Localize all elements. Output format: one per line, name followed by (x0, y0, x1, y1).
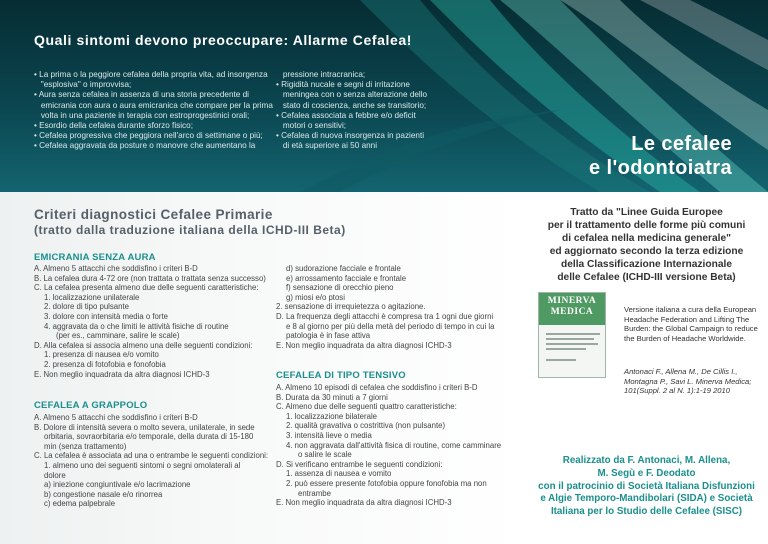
grappolo-criteria-list-continued (276, 264, 494, 350)
credits-block (525, 455, 768, 519)
journal-masthead-line-2: MEDICA (550, 307, 594, 317)
symptom-item: emicrania con aura o aura emicranica che compare per la prima (34, 100, 273, 110)
criterion-item: B. Dolore di intensità severa o molto severa, unilaterale, in sede (34, 422, 255, 432)
guideline-line: per il trattamento delle forme più comuni (547, 220, 746, 231)
guideline-line: delle Cefalee (ICHD-III versione Beta) (557, 272, 736, 283)
guideline-line: ed aggiornato secondo la terza edizione (549, 246, 744, 257)
criterion-item: f) sensazione di orecchio pieno (286, 283, 394, 293)
guideline-source (525, 206, 768, 284)
symptom-item: • Rigidità nucale e segni di irritazione (276, 80, 410, 90)
authors-citation: Antonaci F., Allena M., De Cillis I., Montagna P., Savi L. Minerva Medica; 101(Suppl. 2 al N. 1):1-19 2010 (624, 367, 752, 395)
guideline-line: di cefalea nella medicina generale" (561, 233, 732, 244)
criterion-item: A. Almeno 10 episodi di cefalea che soddisfino i criteri B-D (276, 383, 478, 392)
warning-title: Quali sintomi devono preoccupare: Allarme Cefalea! (34, 32, 413, 48)
criterion-item: entrambe (298, 488, 331, 498)
symptom-item: • Cefalea associata a febbre e/o deficit (276, 110, 416, 120)
section-heading-emicrania: EMICRANIA SENZA AURA (34, 252, 156, 263)
symptom-item: • Esordio della cefalea durante sforzo fisico; (34, 121, 193, 131)
cover-text-line (546, 338, 594, 340)
criterion-item: o salire le scale (298, 450, 352, 460)
symptoms-list-right (276, 70, 428, 152)
header-banner (0, 0, 768, 192)
criterion-item: D. Si verificano entrambe le seguenti condizioni: (276, 459, 443, 469)
criterion-item: 2. può essere presente fotofobia oppure fonofobia ma non (286, 478, 487, 488)
criteria-panel (0, 192, 525, 544)
minerva-medica-cover-image (538, 292, 606, 378)
symptom-item: • Cefalea progressiva che peggiora nell'arco di settimane o più; (34, 131, 263, 141)
criterion-item: 4. non aggravata dall'attività fisica di routine, come camminare (286, 440, 502, 450)
journal-masthead-line-1: MINERVA (547, 296, 597, 306)
criterion-item: orbitaria, sovraorbitaria e/o temporale, della durata di 15-180 (44, 432, 254, 442)
guideline-line: della Classificazione Internazionale (561, 259, 732, 270)
criterion-item: 4. aggravata da o che limiti le attività fisiche di routine (44, 321, 229, 331)
criterion-item: D. Alla cefalea si associa almeno una delle seguenti condizioni: (34, 340, 253, 350)
credit-line: Italiana per lo Studio delle Cefalee (SISC) (550, 506, 743, 518)
cover-text-line (546, 348, 586, 350)
symptom-item: • Cefalea di nuova insorgenza in pazienti (276, 131, 425, 141)
criterion-item: patologia è in fase attiva (286, 331, 371, 341)
brochure-title (589, 132, 732, 180)
symptom-item: volta in una paziente in terapia con estroprogestinici orali; (34, 110, 250, 120)
section-heading-grappolo: CEFALEA A GRAPPOLO (34, 400, 148, 411)
criterion-item: A. Almeno 5 attacchi che soddisfino i criteri B-D (34, 413, 198, 422)
criteria-subtitle: (tratto dalla traduzione italiana della ICHD-III Beta) (34, 223, 346, 237)
criterion-item: 1. presenza di nausea e/o vomito (44, 350, 159, 360)
criterion-item: E. Non meglio inquadrata da altra diagnosi ICHD-3 (276, 340, 452, 350)
cover-text-line (546, 333, 600, 335)
criterion-item: C. Almeno due delle seguenti quattro caratteristiche: (276, 402, 457, 412)
criterion-item: e 8 al giorno per più della metà del periodo di tempo in cui la (286, 321, 495, 331)
symptom-item: • Aura senza cefalea in assenza di una storia precedente di (34, 90, 249, 100)
emicrania-criteria-list (34, 264, 266, 379)
criterion-item: C. La cefalea è associata ad una o entrambe le seguenti condizioni: (34, 451, 269, 461)
edition-note: Versione italiana a cura della European Headache Federation and Lifting The Burden: the Global Campaign to reduce the Burden of Headache Worldwide. (624, 305, 758, 343)
brochure-title-line-2: e l'odontoiatra (589, 157, 732, 179)
criterion-item: E. Non meglio inquadrata da altra diagnosi ICHD-3 (276, 498, 452, 508)
symptom-item: stato di coscienza, anche se transitorio; (276, 100, 427, 110)
credit-line: e Algie Temporo-Mandibolari (SIDA) e Società (540, 493, 753, 505)
criterion-item: (per es., camminare, salire le scale) (56, 331, 180, 341)
criterion-item: a) iniezione congiuntivale e/o lacrimazione (44, 480, 191, 490)
criterion-item: 2. presenza di fotofobia e fonofobia (44, 359, 166, 369)
criterion-item: c) edema palpebrale (44, 499, 116, 509)
criterion-item: D. La frequenza degli attacchi è compresa tra 1 ogni due giorni (276, 311, 494, 321)
cover-text-line (546, 359, 576, 361)
tensivo-criteria-list (276, 383, 501, 508)
criterion-item: g) miosi e/o ptosi (286, 292, 345, 302)
criterion-item: dolore (44, 470, 66, 480)
brochure-title-line-1: Le cefalee (631, 133, 732, 155)
criteria-title: Criteri diagnostici Cefalee Primarie (34, 207, 273, 222)
grappolo-criteria-list (34, 413, 268, 509)
journal-masthead (539, 296, 605, 318)
symptom-item: di età superiore ai 50 anni (276, 141, 378, 151)
symptom-item: motori o sensitivi; (276, 121, 347, 131)
criterion-item: 2. sensazione di irrequietezza o agitazione. (276, 302, 426, 312)
criterion-item: B. Durata da 30 minuti a 7 giorni (276, 392, 388, 402)
symptom-item: • La prima o la peggiore cefalea della propria vita, ad insorgenza (34, 70, 268, 79)
symptom-item: "esplosiva" o improvvisa; (34, 80, 132, 90)
criterion-item: 1. assenza di nausea e vomito (286, 469, 392, 479)
criterion-item: C. La cefalea presenta almeno due delle seguenti caratteristiche: (34, 283, 259, 293)
criterion-item: A. Almeno 5 attacchi che soddisfino i criteri B-D (34, 264, 198, 273)
criterion-item: b) congestione nasale e/o rinorrea (44, 489, 163, 499)
credit-line: M. Segù e F. Deodato (597, 467, 696, 479)
symptoms-list-left (34, 70, 273, 152)
symptom-item: meningea con o senza alterazione dello (276, 90, 428, 100)
guideline-line: Tratto da "Linee Guida Europee (570, 207, 723, 218)
section-heading-tensivo: CEFALEA DI TIPO TENSIVO (276, 370, 406, 381)
criterion-item: 1. almeno uno dei seguenti sintomi o segni omolaterali al (44, 460, 241, 470)
criterion-item: 1. localizzazione unilaterale (44, 292, 140, 302)
symptom-item: • Cefalea aggravata da posture o manovre che aumentano la (34, 141, 256, 151)
criterion-item: 2. qualità gravativa o costrittiva (non pulsante) (286, 421, 446, 431)
criterion-item: 3. intensità lieve o media (286, 430, 372, 440)
symptom-item: pressione intracranica; (276, 70, 366, 79)
source-panel (525, 192, 768, 544)
credit-line: con il patrocinio di Società Italiana Disfunzioni (538, 480, 755, 492)
credit-line: Realizzato da F. Antonaci, M. Allena, (562, 455, 731, 466)
criterion-item: e) arrossamento facciale e frontale (286, 273, 407, 283)
criterion-item: min (senza trattamento) (44, 441, 127, 451)
criterion-item: 2. dolore di tipo pulsante (44, 302, 129, 312)
criterion-item: 1. localizzazione bilaterale (286, 411, 378, 421)
criterion-item: E. Non meglio inquadrata da altra diagnosi ICHD-3 (34, 369, 210, 379)
criterion-item: B. La cefalea dura 4-72 ore (non trattata o trattata senza successo) (34, 273, 266, 283)
cover-text-line (546, 343, 598, 345)
criterion-item: 3. dolore con intensità media o forte (44, 311, 168, 321)
criterion-item: d) sudorazione facciale e frontale (286, 264, 401, 273)
